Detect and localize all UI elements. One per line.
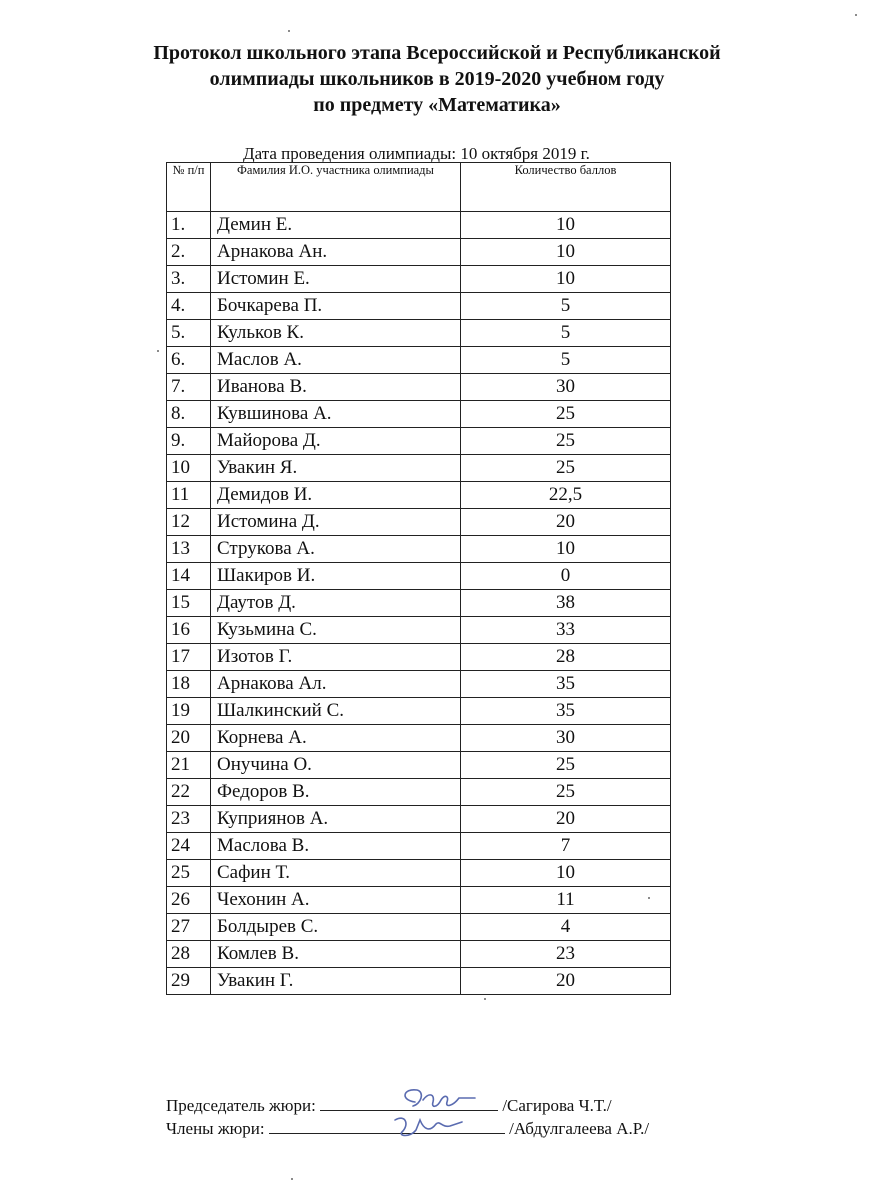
participant-score: 28 (461, 644, 671, 671)
participant-score: 0 (461, 563, 671, 590)
table-row (167, 212, 671, 239)
chair-signature-line (166, 1094, 612, 1116)
table-row (167, 887, 671, 914)
table-header-row (167, 163, 671, 212)
participant-score: 25 (461, 779, 671, 806)
participant-score: 10 (461, 536, 671, 563)
olympiad-date: Дата проведения олимпиады: 10 октября 2019 г. (243, 144, 590, 163)
table-body (167, 212, 671, 995)
table-row (167, 239, 671, 266)
scan-speck (855, 14, 857, 16)
row-number: 16 (167, 617, 211, 644)
participant-name: Арнакова Ан. (211, 239, 461, 266)
participant-score: 25 (461, 428, 671, 455)
participant-name: Арнакова Ал. (211, 671, 461, 698)
scan-speck (288, 30, 290, 32)
participant-name: Корнева А. (211, 725, 461, 752)
participant-name: Маслов А. (211, 347, 461, 374)
participant-score: 10 (461, 212, 671, 239)
participant-name: Демин Е. (211, 212, 461, 239)
row-number: 3. (167, 266, 211, 293)
row-number: 13 (167, 536, 211, 563)
table-row (167, 968, 671, 995)
table-row (167, 914, 671, 941)
participant-name: Истомин Е. (211, 266, 461, 293)
participant-name: Даутов Д. (211, 590, 461, 617)
title-line-2: олимпиады школьников в 2019-2020 учебном году (209, 68, 665, 90)
participant-score: 35 (461, 698, 671, 725)
row-number: 21 (167, 752, 211, 779)
row-number: 1. (167, 212, 211, 239)
chair-signature-field (320, 1094, 498, 1111)
table-row (167, 860, 671, 887)
members-label: Члены жюри: (166, 1119, 265, 1138)
participant-name: Демидов И. (211, 482, 461, 509)
table-row (167, 563, 671, 590)
row-number: 20 (167, 725, 211, 752)
table-row (167, 266, 671, 293)
row-number: 2. (167, 239, 211, 266)
participant-name: Онучина О. (211, 752, 461, 779)
table-row (167, 293, 671, 320)
participant-name: Болдырев С. (211, 914, 461, 941)
table-row (167, 482, 671, 509)
participant-score: 25 (461, 455, 671, 482)
participant-name: Шакиров И. (211, 563, 461, 590)
participant-name: Маслова В. (211, 833, 461, 860)
title-line-1: Протокол школьного этапа Всероссийской и Республиканской (153, 42, 721, 64)
participant-score: 20 (461, 968, 671, 995)
participant-name: Иванова В. (211, 374, 461, 401)
row-number: 24 (167, 833, 211, 860)
table-row (167, 509, 671, 536)
table-row (167, 320, 671, 347)
participant-score: 11 (461, 887, 671, 914)
row-number: 14 (167, 563, 211, 590)
participant-name: Кувшинова А. (211, 401, 461, 428)
scan-speck (291, 1178, 293, 1180)
row-number: 23 (167, 806, 211, 833)
scan-speck (484, 998, 486, 1000)
table-row (167, 428, 671, 455)
row-number: 11 (167, 482, 211, 509)
title-line-3: по предмету «Математика» (313, 94, 561, 116)
participant-score: 30 (461, 374, 671, 401)
row-number: 27 (167, 914, 211, 941)
row-number: 4. (167, 293, 211, 320)
participant-name: Бочкарева П. (211, 293, 461, 320)
header-name: Фамилия И.О. участника олимпиады (211, 163, 461, 212)
row-number: 17 (167, 644, 211, 671)
row-number: 9. (167, 428, 211, 455)
participant-score: 5 (461, 320, 671, 347)
participant-name: Комлев В. (211, 941, 461, 968)
chair-label: Председатель жюри: (166, 1096, 316, 1115)
table-row (167, 833, 671, 860)
table-row (167, 347, 671, 374)
row-number: 15 (167, 590, 211, 617)
participant-score: 38 (461, 590, 671, 617)
table-row (167, 671, 671, 698)
scan-speck (157, 350, 159, 352)
table-row (167, 941, 671, 968)
table-row (167, 779, 671, 806)
header-num: № п/п (167, 163, 211, 212)
participant-name: Кузьмина С. (211, 617, 461, 644)
chair-name: /Сагирова Ч.Т./ (502, 1096, 612, 1115)
header-score: Количество баллов (461, 163, 671, 212)
members-signature-line (166, 1117, 649, 1139)
row-number: 6. (167, 347, 211, 374)
participant-score: 20 (461, 806, 671, 833)
participant-score: 25 (461, 752, 671, 779)
row-number: 22 (167, 779, 211, 806)
participant-score: 23 (461, 941, 671, 968)
participant-name: Куприянов А. (211, 806, 461, 833)
participant-name: Увакин Г. (211, 968, 461, 995)
participant-score: 30 (461, 725, 671, 752)
participant-name: Истомина Д. (211, 509, 461, 536)
participant-score: 5 (461, 347, 671, 374)
table-row (167, 536, 671, 563)
table-row (167, 644, 671, 671)
participant-score: 10 (461, 266, 671, 293)
row-number: 28 (167, 941, 211, 968)
row-number: 7. (167, 374, 211, 401)
participant-score: 25 (461, 401, 671, 428)
participant-score: 20 (461, 509, 671, 536)
participant-name: Федоров В. (211, 779, 461, 806)
participant-score: 22,5 (461, 482, 671, 509)
row-number: 10 (167, 455, 211, 482)
participant-score: 5 (461, 293, 671, 320)
participant-score: 35 (461, 671, 671, 698)
table-row (167, 698, 671, 725)
row-number: 8. (167, 401, 211, 428)
participant-name: Увакин Я. (211, 455, 461, 482)
participant-name: Майорова Д. (211, 428, 461, 455)
table-row (167, 725, 671, 752)
members-signature-field (269, 1117, 505, 1134)
participant-score: 10 (461, 860, 671, 887)
table-row (167, 374, 671, 401)
row-number: 5. (167, 320, 211, 347)
table-row (167, 752, 671, 779)
members-name: /Абдулгалеева А.Р./ (509, 1119, 650, 1138)
table-row (167, 590, 671, 617)
row-number: 12 (167, 509, 211, 536)
participant-name: Кульков К. (211, 320, 461, 347)
participant-name: Изотов Г. (211, 644, 461, 671)
participant-name: Шалкинский С. (211, 698, 461, 725)
participant-name: Чехонин А. (211, 887, 461, 914)
table-row (167, 455, 671, 482)
participant-name: Сафин Т. (211, 860, 461, 887)
results-table (166, 162, 671, 995)
participant-name: Струкова А. (211, 536, 461, 563)
row-number: 26 (167, 887, 211, 914)
row-number: 25 (167, 860, 211, 887)
participant-score: 10 (461, 239, 671, 266)
participant-score: 7 (461, 833, 671, 860)
scan-speck (648, 897, 650, 899)
participant-score: 4 (461, 914, 671, 941)
table-row (167, 401, 671, 428)
table-row (167, 617, 671, 644)
row-number: 29 (167, 968, 211, 995)
row-number: 18 (167, 671, 211, 698)
document-title (60, 40, 814, 118)
participant-score: 33 (461, 617, 671, 644)
table-row (167, 806, 671, 833)
row-number: 19 (167, 698, 211, 725)
